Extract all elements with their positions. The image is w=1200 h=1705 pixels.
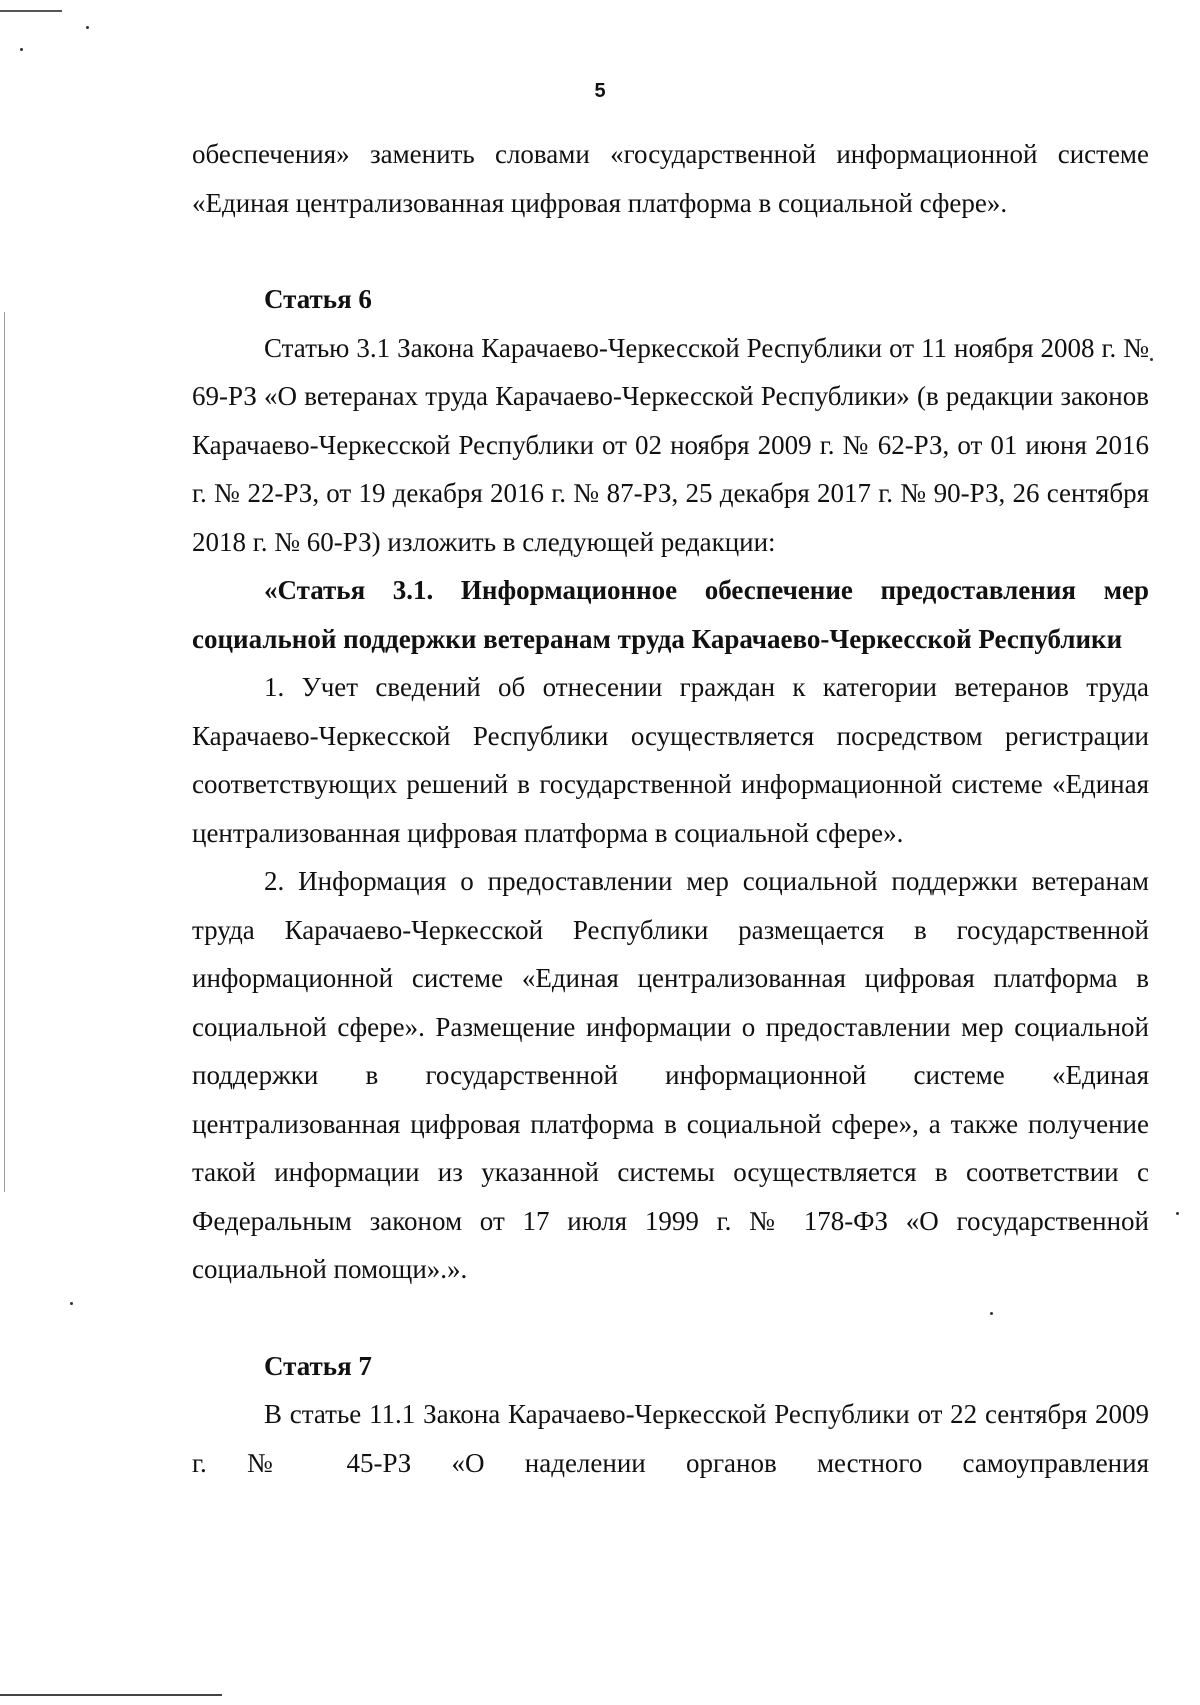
article-7-heading: Статья 7 <box>264 1350 372 1381</box>
scan-speck <box>86 26 89 29</box>
page-number: 5 <box>594 80 606 102</box>
article-6-text: Статью 3.1 Закона Карачаево-Черкесской Республики от 11 ноября 2008 г. № 69-РЗ «О ветеранах труда Карачаево-Черкесской Республики» (в редакции законов Карачаево-Черкесской Республики от 02 ноября 2009 г. № 62-РЗ, от 01 июня 2016 г. № 22-РЗ, от 19 декабря 2016 г. № 87-РЗ, 25 декабря 2017 г. № 90-РЗ, 26 сентября 2018 г. № 60-РЗ) изложить в следующей редакции: <box>192 332 1149 557</box>
article-3-1-item-2: 2. Информация о предоставлении мер социальной поддержки ветеранам труда Карачаево-Черкесской Республики размещается в государственной информационной системе «Единая централизованная цифровая платформа в социальной сфере». Размещение информации о предоставлении мер социальной поддержки в государственной информационной системе «Единая централизованная цифровая платформа в социальной сфере», а также получение такой информации из указанной системы осуществляется в соответствии с Федеральным законом от 17 июля 1999 г. № 178-ФЗ «О государственной социальной помощи».». <box>192 866 1149 1284</box>
article-6-heading: Статья 6 <box>264 284 372 314</box>
scan-speck <box>70 1302 73 1305</box>
scan-left-edge <box>4 312 5 1192</box>
article-3-1-item-1: 1. Учет сведений об отнесении граждан к категории ветеранов труда Карачаево-Черкесской Республики осуществляется посредством регистрации соответствующих решений в государственной информационной системе «Единая централизованная цифровая платформа в социальной сфере». <box>192 672 1149 848</box>
scan-speck <box>1176 1212 1179 1215</box>
scan-speck <box>20 48 23 51</box>
continuation-paragraph: обеспечения» заменить словами «государственной информационной системе «Единая централизованная цифровая платформа в социальной сфере». <box>192 139 1149 218</box>
document-body <box>192 130 1149 1487</box>
footnote-separator-line <box>0 1694 222 1696</box>
article-7-text: В статье 11.1 Закона Карачаево-Черкесской Республики от 22 сентября 2009 г. № 45-РЗ «О наделении органов местного самоуправления <box>192 1399 1149 1478</box>
scan-speck <box>1150 358 1153 361</box>
article-3-1-title: «Статья 3.1. Информационное обеспечение предоставления мер социальной поддержки ветеранам труда Карачаево-Черкесской Республики <box>192 575 1149 654</box>
scan-edge-line <box>0 10 62 12</box>
